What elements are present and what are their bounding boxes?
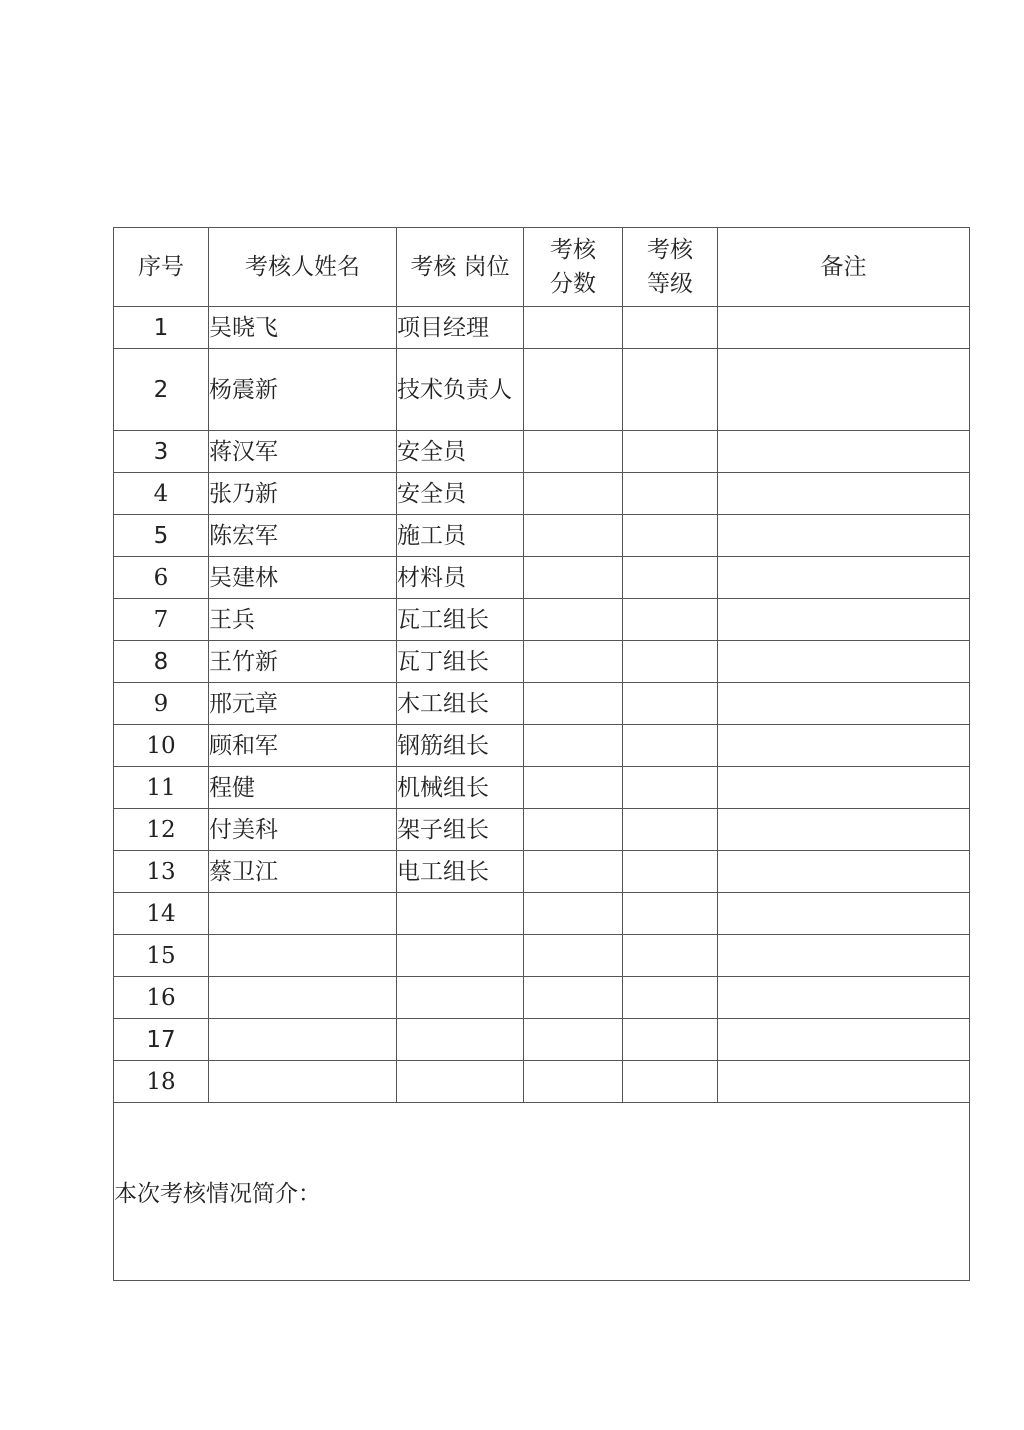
- seq-cell: 12: [114, 809, 209, 851]
- seq-cell: 16: [114, 977, 209, 1019]
- score-cell: [524, 851, 623, 893]
- name-cell: [209, 893, 397, 935]
- table-row: [114, 851, 970, 893]
- name-cell: 程健: [209, 767, 397, 809]
- grade-cell: [623, 977, 718, 1019]
- score-cell: [524, 641, 623, 683]
- header-score-line2: 分数: [550, 271, 596, 297]
- position-cell: 机械组长: [397, 767, 524, 809]
- position-cell: 项目经理: [397, 307, 524, 349]
- table-row: [114, 473, 970, 515]
- name-cell: [209, 977, 397, 1019]
- position-cell: [397, 935, 524, 977]
- seq-cell: 2: [114, 349, 209, 431]
- summary-row: [114, 1103, 970, 1281]
- grade-cell: [623, 1019, 718, 1061]
- seq-cell: 3: [114, 431, 209, 473]
- remark-cell: [718, 1061, 970, 1103]
- position-cell: 施工员: [397, 515, 524, 557]
- score-cell: [524, 557, 623, 599]
- seq-cell: 10: [114, 725, 209, 767]
- remark-cell: [718, 767, 970, 809]
- remark-cell: [718, 809, 970, 851]
- table-row: [114, 349, 970, 431]
- remark-cell: [718, 893, 970, 935]
- grade-cell: [623, 307, 718, 349]
- score-cell: [524, 977, 623, 1019]
- seq-cell: 7: [114, 599, 209, 641]
- grade-cell: [623, 683, 718, 725]
- remark-cell: [718, 683, 970, 725]
- name-cell: [209, 1019, 397, 1061]
- seq-cell: 6: [114, 557, 209, 599]
- name-cell: 蔡卫江: [209, 851, 397, 893]
- seq-cell: 14: [114, 893, 209, 935]
- seq-cell: 13: [114, 851, 209, 893]
- remark-cell: [718, 851, 970, 893]
- remark-cell: [718, 473, 970, 515]
- header-grade-line1: 考核: [647, 237, 693, 263]
- table-row: [114, 935, 970, 977]
- remark-cell: [718, 599, 970, 641]
- score-cell: [524, 473, 623, 515]
- table-row: [114, 599, 970, 641]
- table-body: [114, 307, 970, 1103]
- grade-cell: [623, 809, 718, 851]
- score-cell: [524, 349, 623, 431]
- position-cell: [397, 893, 524, 935]
- remark-cell: [718, 515, 970, 557]
- seq-cell: 9: [114, 683, 209, 725]
- summary-cell: [114, 1103, 970, 1281]
- remark-cell: [718, 431, 970, 473]
- remark-cell: [718, 977, 970, 1019]
- score-cell: [524, 307, 623, 349]
- table-row: [114, 977, 970, 1019]
- seq-cell: 4: [114, 473, 209, 515]
- table-row: [114, 725, 970, 767]
- position-cell: 木工组长: [397, 683, 524, 725]
- table-row: [114, 307, 970, 349]
- table-row: [114, 557, 970, 599]
- header-seq: 序号: [114, 228, 209, 307]
- name-cell: 顾和军: [209, 725, 397, 767]
- name-cell: 王竹新: [209, 641, 397, 683]
- position-cell: 瓦丁组长: [397, 641, 524, 683]
- score-cell: [524, 809, 623, 851]
- score-cell: [524, 935, 623, 977]
- remark-cell: [718, 641, 970, 683]
- score-cell: [524, 1019, 623, 1061]
- remark-cell: [718, 349, 970, 431]
- name-cell: [209, 1061, 397, 1103]
- remark-cell: [718, 307, 970, 349]
- grade-cell: [623, 767, 718, 809]
- seq-cell: 11: [114, 767, 209, 809]
- table-row: [114, 1061, 970, 1103]
- position-cell: 架子组长: [397, 809, 524, 851]
- table-row: [114, 515, 970, 557]
- table-row: [114, 809, 970, 851]
- name-cell: 张乃新: [209, 473, 397, 515]
- name-cell: 王兵: [209, 599, 397, 641]
- seq-cell: 8: [114, 641, 209, 683]
- score-cell: [524, 515, 623, 557]
- header-score: [524, 228, 623, 307]
- grade-cell: [623, 641, 718, 683]
- position-cell: [397, 1019, 524, 1061]
- score-cell: [524, 683, 623, 725]
- seq-cell: 18: [114, 1061, 209, 1103]
- score-cell: [524, 725, 623, 767]
- seq-cell: 15: [114, 935, 209, 977]
- header-name: 考核人姓名: [209, 228, 397, 307]
- grade-cell: [623, 851, 718, 893]
- grade-cell: [623, 557, 718, 599]
- remark-cell: [718, 725, 970, 767]
- header-grade: [623, 228, 718, 307]
- header-grade-line2: 等级: [647, 271, 693, 297]
- score-cell: [524, 767, 623, 809]
- position-cell: 材料员: [397, 557, 524, 599]
- position-cell: 安全员: [397, 431, 524, 473]
- assessment-table: [113, 227, 970, 1281]
- position-cell: 技术负责人: [397, 349, 524, 431]
- position-cell: 钢筋组长: [397, 725, 524, 767]
- summary-label: 本次考核情况简介：: [114, 1181, 321, 1207]
- grade-cell: [623, 935, 718, 977]
- position-cell: [397, 1061, 524, 1103]
- remark-cell: [718, 1019, 970, 1061]
- position-cell: [397, 977, 524, 1019]
- grade-cell: [623, 1061, 718, 1103]
- name-cell: 付美科: [209, 809, 397, 851]
- position-cell: 安全员: [397, 473, 524, 515]
- header-score-line1: 考核: [550, 237, 596, 263]
- seq-cell: 17: [114, 1019, 209, 1061]
- grade-cell: [623, 893, 718, 935]
- name-cell: 蒋汉军: [209, 431, 397, 473]
- grade-cell: [623, 515, 718, 557]
- table-row: [114, 1019, 970, 1061]
- name-cell: 吴晓飞: [209, 307, 397, 349]
- seq-cell: 1: [114, 307, 209, 349]
- remark-cell: [718, 557, 970, 599]
- name-cell: 陈宏军: [209, 515, 397, 557]
- name-cell: 吴建林: [209, 557, 397, 599]
- seq-cell: 5: [114, 515, 209, 557]
- header-row: [114, 228, 970, 307]
- table-row: [114, 767, 970, 809]
- score-cell: [524, 1061, 623, 1103]
- header-position: 考核 岗位: [397, 228, 524, 307]
- position-cell: 电工组长: [397, 851, 524, 893]
- score-cell: [524, 599, 623, 641]
- grade-cell: [623, 599, 718, 641]
- table-row: [114, 893, 970, 935]
- grade-cell: [623, 349, 718, 431]
- table-row: [114, 431, 970, 473]
- grade-cell: [623, 473, 718, 515]
- remark-cell: [718, 935, 970, 977]
- name-cell: [209, 935, 397, 977]
- table-row: [114, 641, 970, 683]
- name-cell: 邢元章: [209, 683, 397, 725]
- score-cell: [524, 893, 623, 935]
- score-cell: [524, 431, 623, 473]
- grade-cell: [623, 431, 718, 473]
- table-row: [114, 683, 970, 725]
- grade-cell: [623, 725, 718, 767]
- name-cell: 杨震新: [209, 349, 397, 431]
- header-remark: 备注: [718, 228, 970, 307]
- position-cell: 瓦工组长: [397, 599, 524, 641]
